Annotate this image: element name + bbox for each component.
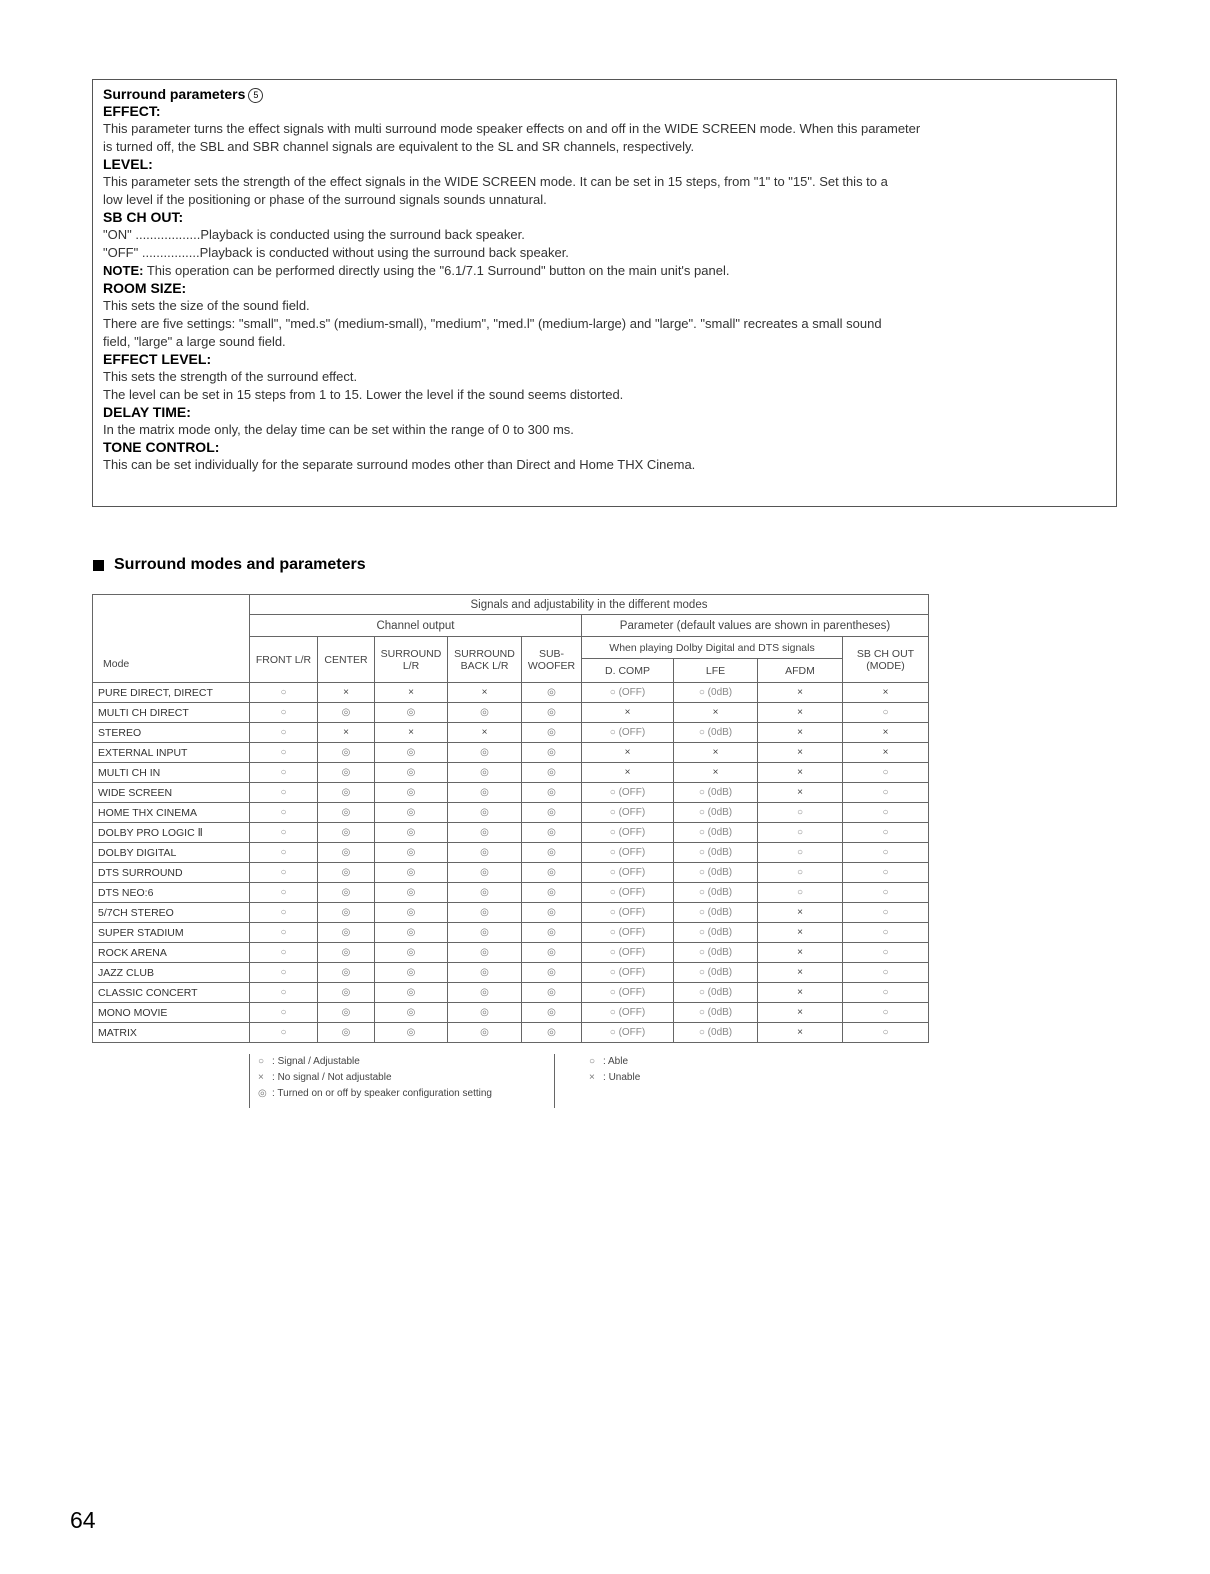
value-cell: ○ <box>758 883 843 903</box>
value-cell: ◎ <box>318 703 375 723</box>
value-cell: × <box>758 1003 843 1023</box>
value-cell: ◎ <box>448 703 522 723</box>
value-cell: ◎ <box>375 883 448 903</box>
value-cell: ○ (0dB) <box>674 783 758 803</box>
sb-ch-out-header: SB CH OUT (MODE) <box>843 637 929 683</box>
effect-level-line: This sets the strength of the surround effect. <box>103 369 358 384</box>
value-cell: ○ <box>843 763 929 783</box>
value-cell: ◎ <box>375 963 448 983</box>
value-cell: ◎ <box>318 843 375 863</box>
value-cell: ◎ <box>448 883 522 903</box>
value-cell: ◎ <box>318 743 375 763</box>
legend-item: ○ : Signal / Adjustable <box>258 1054 554 1070</box>
value-cell: × <box>582 743 674 763</box>
value-cell: ◎ <box>522 723 582 743</box>
effect-level-line: The level can be set in 15 steps from 1 to 15. Lower the level if the sound seems distorted. <box>103 387 624 402</box>
value-cell: ◎ <box>522 963 582 983</box>
value-cell: ◎ <box>318 783 375 803</box>
cross-icon: × <box>258 1072 264 1083</box>
circle-icon: ○ <box>258 1056 265 1067</box>
value-cell: ○ (OFF) <box>582 683 674 703</box>
value-cell: × <box>758 763 843 783</box>
value-cell: ○ (OFF) <box>582 903 674 923</box>
on-key: "ON" <box>103 227 136 242</box>
value-cell: ○ <box>758 863 843 883</box>
value-cell: ◎ <box>448 1023 522 1043</box>
value-cell: ◎ <box>448 903 522 923</box>
value-cell: ○ (0dB) <box>674 683 758 703</box>
value-cell: ◎ <box>522 763 582 783</box>
value-cell: ◎ <box>318 943 375 963</box>
section-heading <box>93 556 366 574</box>
mode-cell: DOLBY PRO LOGIC Ⅱ <box>93 823 250 843</box>
value-cell: ◎ <box>375 1003 448 1023</box>
double-circle-icon: ◎ <box>258 1088 267 1099</box>
value-cell: ◎ <box>448 983 522 1003</box>
table-row <box>93 823 929 843</box>
sb-ch-out-off-line <box>103 244 1106 262</box>
value-cell: ◎ <box>318 823 375 843</box>
value-cell: ◎ <box>318 1023 375 1043</box>
mode-cell: JAZZ CLUB <box>93 963 250 983</box>
value-cell: ◎ <box>522 843 582 863</box>
value-cell: ◎ <box>448 1003 522 1023</box>
value-cell: ◎ <box>375 923 448 943</box>
value-cell: ○ <box>250 843 318 863</box>
value-cell: ◎ <box>375 823 448 843</box>
value-cell: × <box>674 703 758 723</box>
value-cell: ◎ <box>448 963 522 983</box>
value-cell: ◎ <box>522 783 582 803</box>
afdm-header: AFDM <box>758 659 843 683</box>
value-cell: ◎ <box>375 943 448 963</box>
value-cell: × <box>674 763 758 783</box>
value-cell: ◎ <box>375 863 448 883</box>
subwoofer-header: SUB- WOOFER <box>522 637 582 683</box>
room-size-line: field, "large" a large sound field. <box>103 334 286 349</box>
table-row <box>93 943 929 963</box>
table-row <box>93 883 929 903</box>
value-cell: ○ <box>843 983 929 1003</box>
mode-cell: DTS SURROUND <box>93 863 250 883</box>
mode-cell: DTS NEO:6 <box>93 883 250 903</box>
value-cell: × <box>758 983 843 1003</box>
level-line: low level if the positioning or phase of the surround signals sounds unnatural. <box>103 192 547 207</box>
room-size-line: This sets the size of the sound field. <box>103 298 310 313</box>
value-cell: ○ <box>758 843 843 863</box>
value-cell: ○ (0dB) <box>674 723 758 743</box>
value-cell: ○ <box>843 903 929 923</box>
value-cell: ○ <box>758 823 843 843</box>
value-cell: ◎ <box>522 943 582 963</box>
value-cell: × <box>448 683 522 703</box>
value-cell: ○ (OFF) <box>582 1023 674 1043</box>
value-cell: × <box>582 763 674 783</box>
circle-icon: ○ <box>589 1056 596 1067</box>
value-cell: × <box>375 723 448 743</box>
value-cell: ○ <box>250 823 318 843</box>
value-cell: ◎ <box>522 1003 582 1023</box>
value-cell: ○ <box>250 723 318 743</box>
on-text: Playback is conducted using the surround back speaker. <box>200 227 525 242</box>
value-cell: ○ (0dB) <box>674 923 758 943</box>
page-number: 64 <box>70 1507 96 1533</box>
value-cell: × <box>448 723 522 743</box>
surround-parameters-title: Surround parameters 5 <box>103 86 1106 103</box>
value-cell: ◎ <box>448 783 522 803</box>
value-cell: × <box>758 943 843 963</box>
value-cell: ○ <box>843 703 929 723</box>
value-cell: × <box>758 743 843 763</box>
value-cell: ◎ <box>522 863 582 883</box>
value-cell: ◎ <box>375 703 448 723</box>
value-cell: ○ (0dB) <box>674 823 758 843</box>
note-text: This operation can be performed directly using the "6.1/7.1 Surround" button on the main unit's panel. <box>143 263 730 278</box>
value-cell: ○ <box>250 983 318 1003</box>
value-cell: × <box>758 723 843 743</box>
value-cell: ○ <box>758 803 843 823</box>
value-cell: ○ (0dB) <box>674 943 758 963</box>
center-header: CENTER <box>318 637 375 683</box>
value-cell: ◎ <box>448 823 522 843</box>
value-cell: × <box>758 703 843 723</box>
value-cell: ○ <box>250 1003 318 1023</box>
room-size-heading: ROOM SIZE: <box>103 280 187 296</box>
channel-output-header: Channel output <box>250 615 582 637</box>
value-cell: ◎ <box>375 983 448 1003</box>
mode-cell: HOME THX CINEMA <box>93 803 250 823</box>
value-cell: ○ <box>250 1023 318 1043</box>
value-cell: ○ <box>250 963 318 983</box>
value-cell: ○ (0dB) <box>674 883 758 903</box>
surround-lr-header: SURROUND L/R <box>375 637 448 683</box>
value-cell: ○ <box>843 883 929 903</box>
value-cell: × <box>758 1023 843 1043</box>
effect-line: This parameter turns the effect signals with multi surround mode speaker effects on and off in the WIDE SCREEN mode. When this parameter <box>103 121 921 136</box>
value-cell: ◎ <box>375 743 448 763</box>
table-header-top: Signals and adjustability in the different modes <box>250 595 929 615</box>
level-heading: LEVEL: <box>103 156 153 172</box>
value-cell: ○ (0dB) <box>674 983 758 1003</box>
value-cell: ◎ <box>318 803 375 823</box>
value-cell: × <box>843 723 929 743</box>
tone-control-heading: TONE CONTROL: <box>103 439 220 455</box>
value-cell: ◎ <box>522 983 582 1003</box>
value-cell: ○ (0dB) <box>674 1023 758 1043</box>
value-cell: × <box>674 743 758 763</box>
table-row <box>93 743 929 763</box>
note-label: NOTE: <box>103 263 144 278</box>
mode-cell: EXTERNAL INPUT <box>93 743 250 763</box>
mode-cell: CLASSIC CONCERT <box>93 983 250 1003</box>
value-cell: ○ (0dB) <box>674 963 758 983</box>
value-cell: ○ <box>250 703 318 723</box>
value-cell: ○ (OFF) <box>582 963 674 983</box>
value-cell: ○ (OFF) <box>582 863 674 883</box>
legend-left <box>249 1054 555 1108</box>
surround-back-header: SURROUND BACK L/R <box>448 637 522 683</box>
value-cell: ○ <box>843 1023 929 1043</box>
mode-cell: MULTI CH IN <box>93 763 250 783</box>
mode-cell: ROCK ARENA <box>93 943 250 963</box>
value-cell: ◎ <box>522 883 582 903</box>
value-cell: × <box>758 923 843 943</box>
value-cell: ◎ <box>522 803 582 823</box>
table-row <box>93 1023 929 1043</box>
value-cell: ◎ <box>375 843 448 863</box>
value-cell: ○ <box>250 943 318 963</box>
value-cell: ○ <box>250 883 318 903</box>
table-row <box>93 803 929 823</box>
value-cell: ○ (OFF) <box>582 803 674 823</box>
value-cell: × <box>758 963 843 983</box>
front-lr-header: FRONT L/R <box>250 637 318 683</box>
value-cell: ◎ <box>522 1023 582 1043</box>
value-cell: × <box>582 703 674 723</box>
mode-cell: MATRIX <box>93 1023 250 1043</box>
mode-cell: MONO MOVIE <box>93 1003 250 1023</box>
note-line <box>103 262 1106 280</box>
value-cell: ◎ <box>318 963 375 983</box>
table-row <box>93 783 929 803</box>
value-cell: ◎ <box>318 923 375 943</box>
value-cell: ○ (OFF) <box>582 883 674 903</box>
table-row <box>93 963 929 983</box>
legend-right <box>589 1054 640 1086</box>
value-cell: ○ <box>250 803 318 823</box>
mode-cell: WIDE SCREEN <box>93 783 250 803</box>
value-cell: ◎ <box>375 763 448 783</box>
legend-item: ◎ : Turned on or off by speaker configuration setting <box>258 1086 554 1102</box>
value-cell: ○ <box>250 783 318 803</box>
value-cell: ○ (OFF) <box>582 843 674 863</box>
value-cell: ○ (OFF) <box>582 943 674 963</box>
value-cell: ○ <box>250 743 318 763</box>
surround-parameters-box <box>92 79 1117 507</box>
value-cell: × <box>843 743 929 763</box>
value-cell: ○ (OFF) <box>582 1003 674 1023</box>
effect-level-heading: EFFECT LEVEL: <box>103 351 212 367</box>
cross-icon: × <box>589 1072 595 1083</box>
value-cell: ○ <box>250 903 318 923</box>
mode-cell: SUPER STADIUM <box>93 923 250 943</box>
value-cell: ◎ <box>448 923 522 943</box>
value-cell: × <box>375 683 448 703</box>
table-row <box>93 983 929 1003</box>
mode-cell: PURE DIRECT, DIRECT <box>93 683 250 703</box>
value-cell: × <box>758 783 843 803</box>
value-cell: ◎ <box>448 863 522 883</box>
lfe-header: LFE <box>674 659 758 683</box>
table-row <box>93 843 929 863</box>
value-cell: ◎ <box>448 763 522 783</box>
leader-dots: ................ <box>141 245 200 260</box>
value-cell: × <box>758 683 843 703</box>
value-cell: ○ (OFF) <box>582 823 674 843</box>
mode-cell: DOLBY DIGITAL <box>93 843 250 863</box>
value-cell: ◎ <box>522 923 582 943</box>
value-cell: ◎ <box>318 763 375 783</box>
mode-cell: STEREO <box>93 723 250 743</box>
delay-time-heading: DELAY TIME: <box>103 404 191 420</box>
room-size-line: There are five settings: "small", "med.s" (medium-small), "medium", "med.l" (medium-large) and "large". "small" recreates a small sound <box>103 316 882 331</box>
level-line: This parameter sets the strength of the effect signals in the WIDE SCREEN mode. It can be set in 15 steps, from "1" to "15". Set this to a <box>103 174 888 189</box>
off-text: Playback is conducted without using the surround back speaker. <box>199 245 569 260</box>
value-cell: ○ (OFF) <box>582 983 674 1003</box>
value-cell: ◎ <box>318 1003 375 1023</box>
sb-ch-out-heading: SB CH OUT: <box>103 209 184 225</box>
value-cell: ◎ <box>448 803 522 823</box>
table-row <box>93 763 929 783</box>
legend-item: × : Unable <box>589 1070 640 1086</box>
value-cell: ○ (0dB) <box>674 863 758 883</box>
square-bullet-icon <box>93 560 104 571</box>
mode-cell: MULTI CH DIRECT <box>93 703 250 723</box>
value-cell: ○ <box>843 803 929 823</box>
value-cell: ◎ <box>318 983 375 1003</box>
value-cell: ○ <box>250 863 318 883</box>
value-cell: ◎ <box>318 883 375 903</box>
numbered-circle-badge: 5 <box>248 88 263 103</box>
value-cell: ◎ <box>522 823 582 843</box>
table-row <box>93 863 929 883</box>
table-row <box>93 703 929 723</box>
table-row <box>93 683 929 703</box>
legend-item: ○ : Able <box>589 1054 640 1070</box>
value-cell: ○ <box>843 843 929 863</box>
value-cell: ○ <box>843 823 929 843</box>
mode-column-header: Mode <box>93 615 250 683</box>
value-cell: × <box>758 903 843 923</box>
value-cell: ○ (OFF) <box>582 783 674 803</box>
value-cell: ◎ <box>522 683 582 703</box>
table-row <box>93 903 929 923</box>
value-cell: ○ (OFF) <box>582 723 674 743</box>
value-cell: ◎ <box>522 703 582 723</box>
sb-ch-out-on-line <box>103 226 1106 244</box>
surround-modes-table <box>92 594 929 1043</box>
value-cell: ○ <box>250 763 318 783</box>
value-cell: ○ <box>843 963 929 983</box>
value-cell: ◎ <box>448 743 522 763</box>
tone-control-line: This can be set individually for the separate surround modes other than Direct and Home THX Cinema. <box>103 457 696 472</box>
value-cell: ◎ <box>522 903 582 923</box>
value-cell: ○ (0dB) <box>674 803 758 823</box>
section-title: Surround modes and parameters <box>114 556 366 573</box>
effect-heading: EFFECT: <box>103 103 161 119</box>
value-cell: ○ <box>843 783 929 803</box>
leader-dots: .................. <box>135 227 201 242</box>
value-cell: × <box>318 723 375 743</box>
table-row <box>93 1003 929 1023</box>
value-cell: ○ <box>843 943 929 963</box>
parameter-header: Parameter (default values are shown in parentheses) <box>582 615 929 637</box>
value-cell: ◎ <box>448 943 522 963</box>
value-cell: ◎ <box>375 803 448 823</box>
value-cell: ◎ <box>318 863 375 883</box>
value-cell: ○ (0dB) <box>674 1003 758 1023</box>
value-cell: ◎ <box>375 783 448 803</box>
value-cell: ◎ <box>375 1023 448 1043</box>
value-cell: ○ <box>843 863 929 883</box>
effect-line: is turned off, the SBL and SBR channel signals are equivalent to the SL and SR channels, respectively. <box>103 139 695 154</box>
mode-cell: 5/7CH STEREO <box>93 903 250 923</box>
off-key: "OFF" <box>103 245 142 260</box>
value-cell: ○ (0dB) <box>674 903 758 923</box>
value-cell: × <box>843 683 929 703</box>
value-cell: ◎ <box>522 743 582 763</box>
value-cell: ◎ <box>448 843 522 863</box>
mode-rows <box>93 683 929 1043</box>
value-cell: ○ (0dB) <box>674 843 758 863</box>
dolby-dts-header: When playing Dolby Digital and DTS signals <box>582 637 843 659</box>
value-cell: × <box>318 683 375 703</box>
value-cell: ◎ <box>318 903 375 923</box>
value-cell: ○ (OFF) <box>582 923 674 943</box>
legend-item: × : No signal / Not adjustable <box>258 1070 554 1086</box>
value-cell: ○ <box>250 683 318 703</box>
table-row <box>93 923 929 943</box>
delay-time-line: In the matrix mode only, the delay time can be set within the range of 0 to 300 ms. <box>103 422 574 437</box>
value-cell: ○ <box>843 923 929 943</box>
value-cell: ○ <box>843 1003 929 1023</box>
value-cell: ◎ <box>375 903 448 923</box>
value-cell: ○ <box>250 923 318 943</box>
table-row <box>93 723 929 743</box>
d-comp-header: D. COMP <box>582 659 674 683</box>
